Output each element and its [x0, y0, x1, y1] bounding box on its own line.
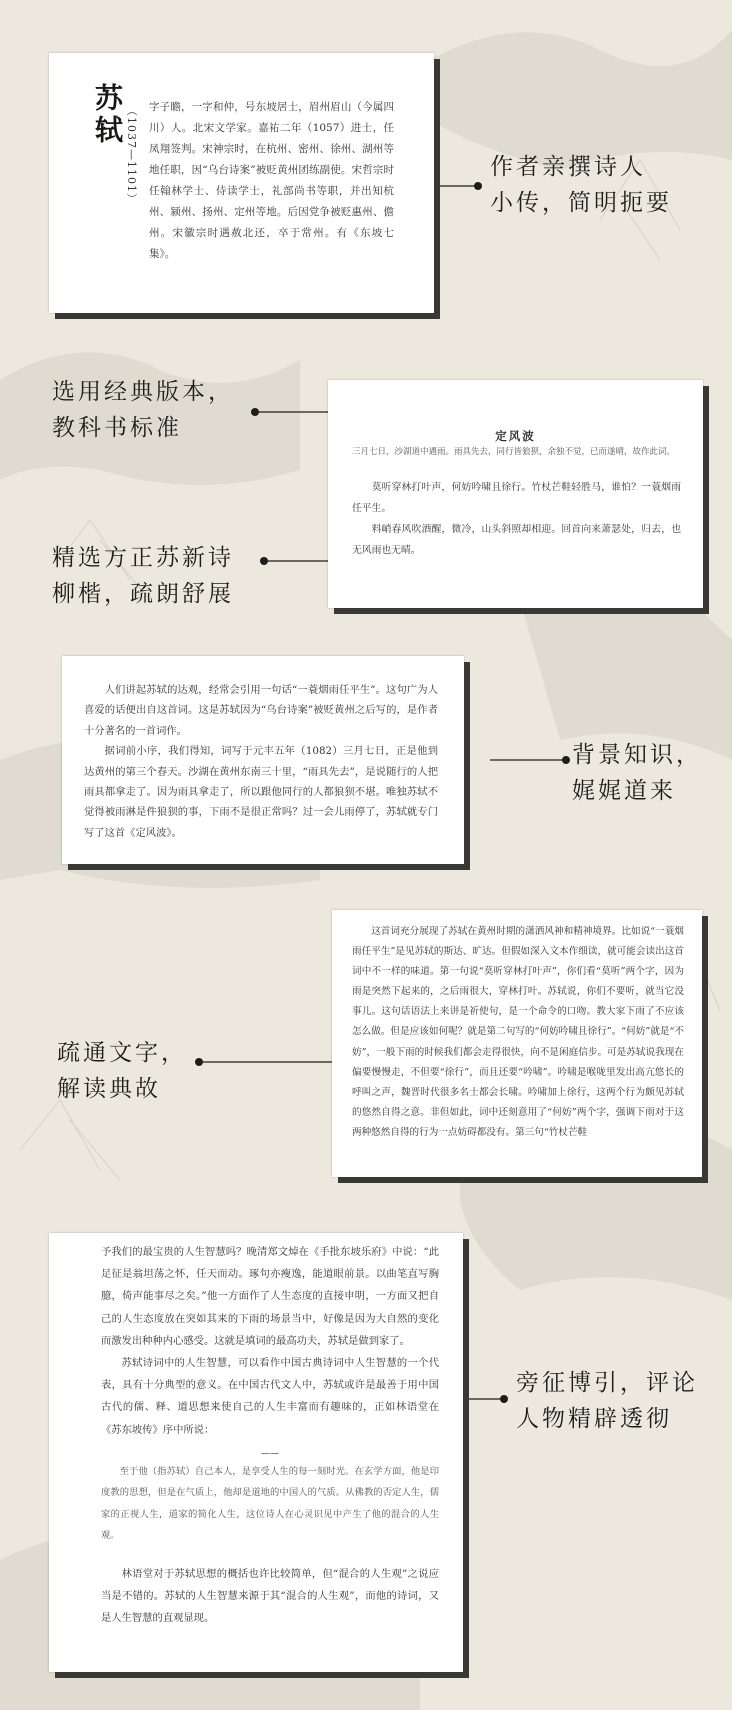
biography-card [49, 53, 434, 313]
background-card [62, 656, 464, 864]
caption-dot [474, 182, 482, 190]
poet-years: （1037—1101） [125, 105, 138, 205]
poet-name: 苏轼 [91, 83, 124, 147]
caption-dot [500, 1395, 508, 1403]
quote-mark: —— [261, 1448, 279, 1459]
caption-calligraphy-font: 精选方正苏新诗 柳楷，疏朗舒展 [52, 545, 234, 607]
poem-body [328, 477, 703, 561]
poem-title: 定风波 [495, 429, 536, 443]
poem-stanza-1: 莫听穿林打叶声，何妨吟啸且徐行。竹杖芒鞋轻胜马，谁怕？一蓑烟雨任平生。 [352, 482, 681, 514]
poem-stanza-2: 料峭春风吹酒醒，微冷，山头斜照却相迎。回首向来萧瑟处，归去，也无风雨也无晴。 [352, 524, 681, 556]
poem-preface: 三月七日，沙湖道中遇雨。雨具先去，同行皆狼狈，余独不觉，已而遂晴，故作此词。 [352, 447, 676, 457]
caption-dot [195, 1058, 203, 1066]
essay-text [101, 1241, 439, 1629]
background-paragraph: 据词前小序，我们得知，词写于元丰五年（1082）三月七日，正是他到达黄州的第三个春天。沙湖在黄州东南三十里，“雨具先去”，是说随行的人把雨具都拿走了。因为雨具拿走了，所以跟他同行的人都狼狈不堪。唯独苏轼不觉得被雨淋是件狼狈的事，下雨不是很正常吗？过一会儿雨停了，苏轼就专门写了这首《定风波》。 [84, 745, 438, 839]
caption-dot [251, 408, 259, 416]
caption-classic-edition: 选用经典版本， 教科书标准 [52, 379, 234, 441]
caption-explain-allusions: 疏通文字， 解读典故 [57, 1040, 187, 1102]
essay-quote: 至于他（指苏轼）自己本人，是享受人生的每一刻时光。在玄学方面，他是印度教的思想，但是在气质上，他却是道地的中国人的气质。从佛教的否定人生，儒家的正视人生，道家的简化人生，这位诗人在心灵识见中产生了他的混合的人生观。 [101, 1465, 439, 1542]
caption-citations: 旁征博引，评论 人物精辟透彻 [516, 1370, 698, 1432]
commentary-text [352, 922, 684, 1143]
poem-card [328, 380, 703, 608]
commentary-card [332, 910, 702, 1177]
caption-dot [562, 756, 570, 764]
caption-background-knowledge: 背景知识， 娓娓道来 [572, 742, 702, 804]
essay-paragraph: 苏轼诗词中的人生智慧，可以看作中国古典诗词中人生智慧的一个代表，具有十分典型的意义。在中国古代文人中，苏轼或许是最善于用中国古代的儒、释、道思想来使自己的人生丰富而有趣味的，正如林语堂在《苏东坡传》序中所说： [101, 1357, 439, 1436]
biography-text: 字子瞻，一字和仲，号东坡居士，眉州眉山（今属四川）人。北宋文学家。嘉祐二年（1057）进士，任凤翔签判。宋神宗时，在杭州、密州、徐州、湖州等地任职，因“乌台诗案”被贬黄州团练副使。宋哲宗时任翰林学士、侍读学士，礼部尚书等职，并出知杭州、颍州、扬州、定州等地。后因党争被贬惠州、儋州。宋徽宗时遇赦北还，卒于常州。有《东坡七集》。 [149, 101, 394, 260]
essay-paragraph: 林语堂对于苏轼思想的概括也许比较简单，但“混合的人生观”之说应当是不错的。苏轼的人生智慧来源于其“混合的人生观”，而他的诗词，又是人生智慧的直观显现。 [101, 1567, 439, 1625]
background-text [84, 680, 438, 843]
caption-dot [260, 557, 268, 565]
essay-card [49, 1233, 463, 1672]
commentary-paragraph: 这首词充分展现了苏轼在黄州时期的潇洒风神和精神境界。比如说“一蓑烟雨任平生”是见苏轼的斯达、旷达。但假如深入文本作细读，就可能会读出这首词中不一样的味道。第一句说“莫听穿林打叶声”，你们看“莫听”两个字，因为雨是突然下起来的，之后雨很大，穿林打叶。苏轼说，你们不要听，就当它没事儿。这句话语法上来讲是祈使句，是一个命令的口吻。教大家下雨了不应该怎么做。但是应该如何呢？就是第二句写的“何妨吟啸且徐行”。“何妨”就是“不妨”，一般下雨的时候我们都会走得很快，向不是闲庭信步。可是苏轼说我现在偏要慢慢走，不但要“徐行”，而且还要“吟啸”。吟啸是喉咙里发出高亢悠长的呼叫之声，魏晋时代很多名士都会长啸。吟啸加上徐行，这两个行为颇见苏轼的悠然自得之意。非但如此，词中还刻意用了“何妨”两个字，强调下雨对于这两种悠然自得的行为一点妨碍都没有。第三句“竹杖芒鞋 [352, 926, 684, 1138]
background-paragraph: 人们讲起苏轼的达观，经常会引用一句话“一蓑烟雨任平生”。这句广为人喜爱的话便出自这首词。这是苏轼因为“乌台诗案”被贬黄州之后写的，是作者十分著名的一首词作。 [84, 684, 438, 737]
caption-author-bio: 作者亲撰诗人 小传，简明扼要 [490, 154, 672, 216]
essay-paragraph: 予我们的最宝贵的人生智慧吗？晚清郑文焯在《手批东坡乐府》中说：“此足征是翁坦荡之怀，任天而动。琢句亦瘦逸，能道眼前景。以曲笔直写胸臆，倚声能事尽之矣。”他一方面作了人生态度的直接申明，一方面又把自己的人生态度放在突如其来的下雨的场景当中，好像是因为大自然的变化而激发出种种内心感受。这就是填词的最高功夫，苏轼是做到家了。 [101, 1246, 439, 1347]
